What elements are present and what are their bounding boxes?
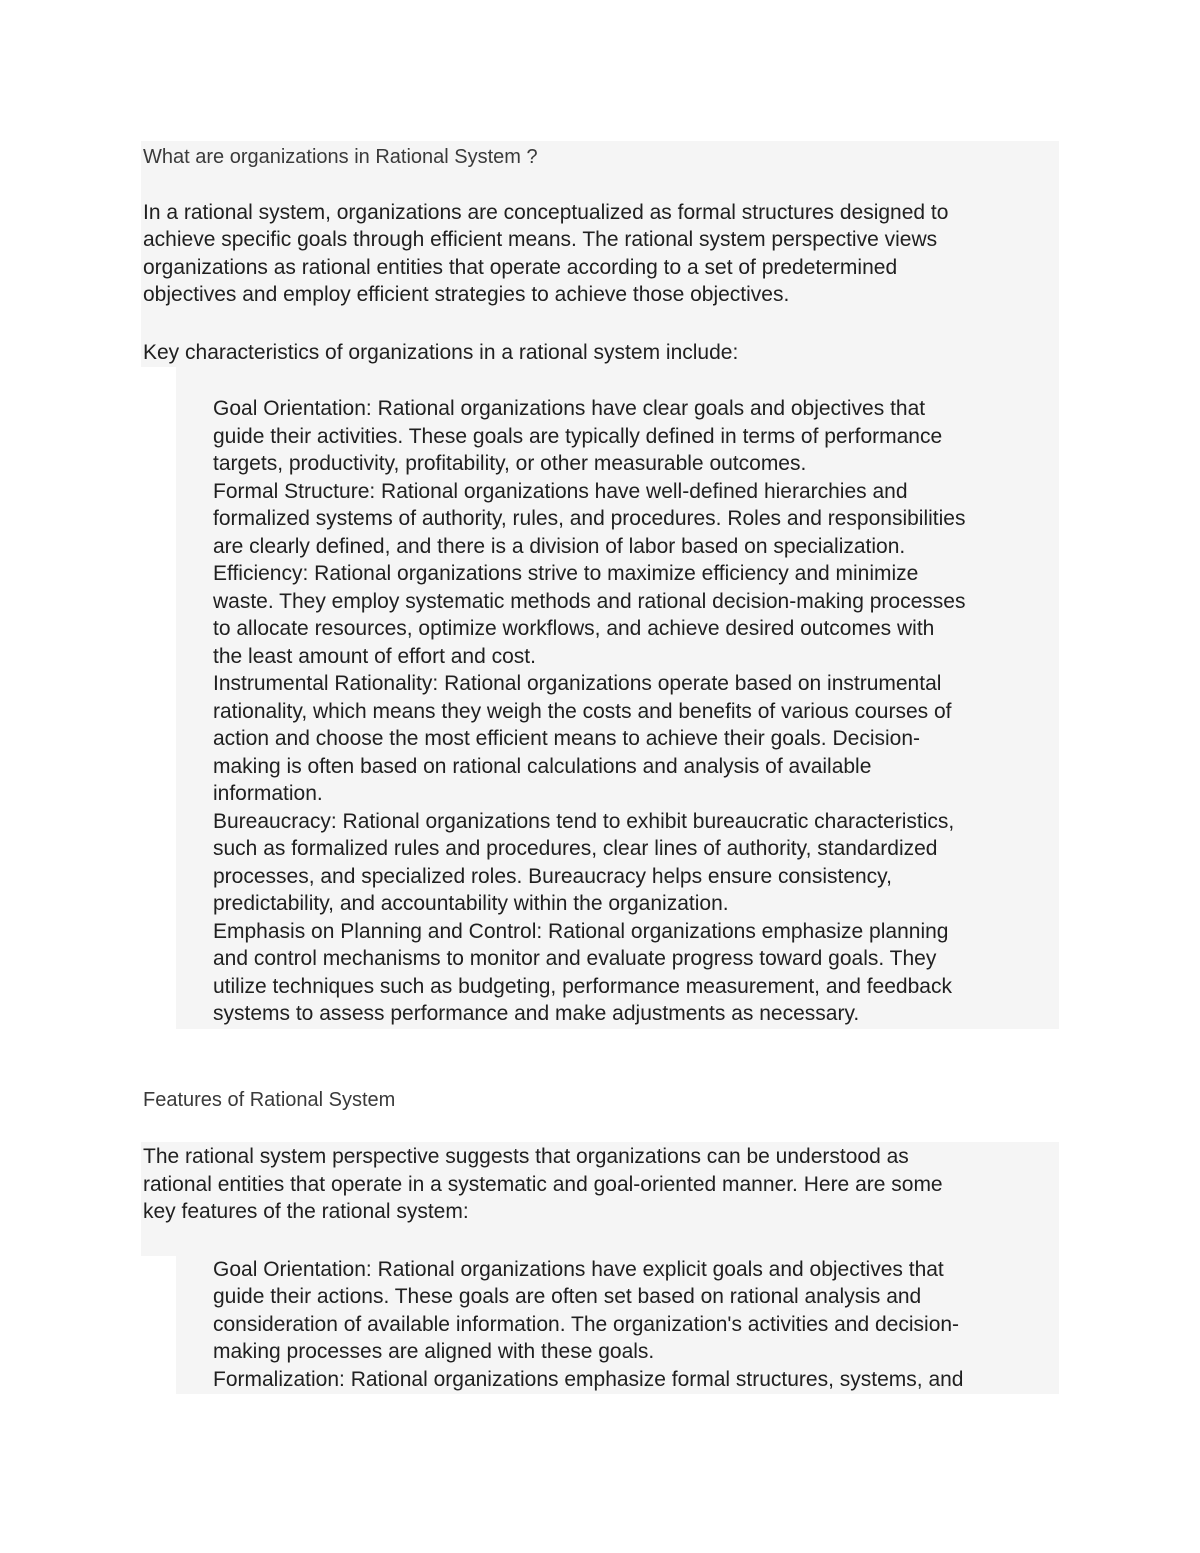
section2-list-line: Formalization: Rational organizations emphasize formal structures, systems, and [213, 1368, 964, 1391]
section1-list-line: formalized systems of authority, rules, and procedures. Roles and responsibilities [213, 507, 966, 530]
section2-list-line: consideration of available information. The organization's activities and decision- [213, 1313, 960, 1336]
section2-heading: Features of Rational System [143, 1089, 396, 1111]
section1-intro-line: objectives and employ efficient strategies to achieve those objectives. [143, 283, 790, 306]
section1-list-line: the least amount of effort and cost. [213, 645, 536, 668]
section1-intro-line: organizations as rational entities that operate according to a set of predetermined [143, 256, 898, 279]
section1-list-line: Emphasis on Planning and Control: Rational organizations emphasize planning [213, 920, 949, 943]
section2-list-line: Goal Orientation: Rational organizations have explicit goals and objectives that [213, 1258, 944, 1281]
section1-list-line: systems to assess performance and make adjustments as necessary. [213, 1002, 860, 1025]
section1-list-line: Formal Structure: Rational organizations have well-defined hierarchies and [213, 480, 908, 503]
section1-intro-line: achieve specific goals through efficient means. The rational system perspective views [143, 228, 938, 251]
section1-list-line: rationality, which means they weigh the costs and benefits of various courses of [213, 700, 952, 723]
section1-list-line: are clearly defined, and there is a division of labor based on specialization. [213, 535, 906, 558]
section1-list-intro: Key characteristics of organizations in a rational system include: [143, 341, 739, 364]
section1-list-line: action and choose the most efficient means to achieve their goals. Decision- [213, 727, 921, 750]
section1-list-line: making is often based on rational calculations and analysis of available [213, 755, 872, 778]
section1-list-line: utilize techniques such as budgeting, performance measurement, and feedback [213, 975, 952, 998]
section1-list-line: processes, and specialized roles. Bureaucracy helps ensure consistency, [213, 865, 892, 888]
section1-intro-line: In a rational system, organizations are conceptualized as formal structures designed to [143, 201, 949, 224]
section1-list-line: waste. They employ systematic methods and rational decision-making processes [213, 590, 966, 613]
section2-list-line: guide their actions. These goals are often set based on rational analysis and [213, 1285, 922, 1308]
section2-intro-line: The rational system perspective suggests that organizations can be understood as [143, 1145, 909, 1168]
section1-list-line: Goal Orientation: Rational organizations have clear goals and objectives that [213, 397, 926, 420]
section1-list-line: Bureaucracy: Rational organizations tend to exhibit bureaucratic characteristics, [213, 810, 955, 833]
section1-list-line: information. [213, 782, 323, 805]
section1-list-line: to allocate resources, optimize workflows, and achieve desired outcomes with [213, 617, 935, 640]
section1-list-line: guide their activities. These goals are typically defined in terms of performance [213, 425, 943, 448]
section2-intro-line: key features of the rational system: [143, 1200, 469, 1223]
section1-list-line: and control mechanisms to monitor and evaluate progress toward goals. They [213, 947, 937, 970]
section1-list-line: Instrumental Rationality: Rational organizations operate based on instrumental [213, 672, 942, 695]
section1-list-line: such as formalized rules and procedures, clear lines of authority, standardized [213, 837, 938, 860]
section2-list-line: making processes are aligned with these goals. [213, 1340, 655, 1363]
section1-list-line: Efficiency: Rational organizations strive to maximize efficiency and minimize [213, 562, 919, 585]
section1-list-line: targets, productivity, profitability, or other measurable outcomes. [213, 452, 807, 475]
section2-intro-line: rational entities that operate in a systematic and goal-oriented manner. Here are some [143, 1173, 943, 1196]
section1-heading: What are organizations in Rational System ? [143, 146, 538, 168]
section1-list-line: predictability, and accountability within the organization. [213, 892, 729, 915]
